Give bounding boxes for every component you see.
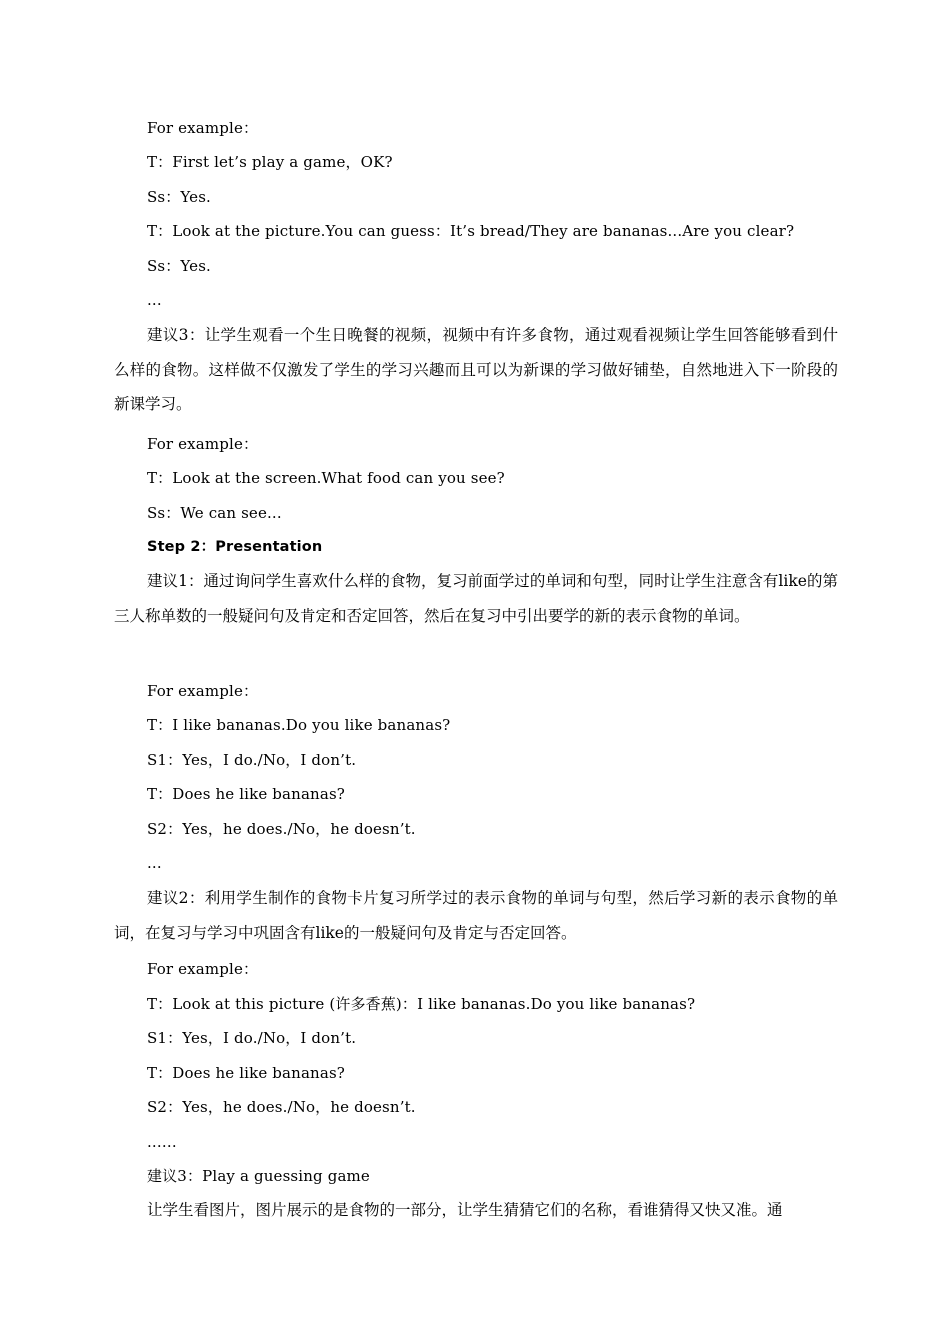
dialogue-line: Ss：We can see... [147,504,282,522]
dialogue-line: T：First let’s play a game，OK? [147,153,393,171]
dialogue-line: T：Does he like bananas? [147,1064,345,1082]
section-heading: Step 2：Presentation [147,539,323,555]
dialogue-line: T：Look at the screen.What food can you see? [147,469,505,487]
suggestion-paragraph: 建议1：通过询问学生喜欢什么样的食物，复习前面学过的单词和句型，同时让学生注意含有like的第三人称单数的一般疑问句及肯定和否定回答，然后在复习中引出要学的新的表示食物的单词。 [114,572,838,625]
suggestion-paragraph: 建议3：让学生观看一个生日晚餐的视频，视频中有许多食物，通过观看视频让学生回答能够看到什么样的食物。这样做不仅激发了学生的学习兴趣而且可以为新课的学习做好铺垫，自然地进入下一阶段的新课学习。 [114,326,838,413]
dialogue-line: T：I like bananas.Do you like bananas? [147,716,451,734]
dialogue-line: Ss：Yes. [147,188,211,206]
dialogue-line: T：Look at the picture.You can guess：It’s bread/They are bananas...Are you clear? [147,222,795,240]
ellipsis-line: ... [147,291,162,309]
dialogue-line: S1：Yes，I do./No，I don’t. [147,1029,357,1047]
example-label: For example： [147,960,259,978]
dialogue-line: S2：Yes，he does./No，he doesn’t. [147,1098,416,1116]
dialogue-line: Ss：Yes. [147,257,211,275]
ellipsis-line: ...… [147,1133,177,1151]
dialogue-line: T：Does he like bananas? [147,785,345,803]
example-label: For example： [147,119,259,137]
ellipsis-line: ... [147,854,162,872]
suggestion-line: 建议3：Play a guessing game [147,1167,370,1185]
dialogue-line: S1：Yes，I do./No，I don’t. [147,751,357,769]
dialogue-line: S2：Yes，he does./No，he doesn’t. [147,820,416,838]
example-label: For example： [147,682,259,700]
dialogue-line: T：Look at this picture (许多香蕉)：I like bananas.Do you like bananas? [147,995,696,1013]
suggestion-paragraph: 建议2：利用学生制作的食物卡片复习所学过的表示食物的单词与句型，然后学习新的表示食物的单词，在复习与学习中巩固含有like的一般疑问句及肯定与否定回答。 [114,889,838,942]
example-label: For example： [147,435,259,453]
closing-paragraph: 让学生看图片，图片展示的是食物的一部分，让学生猜猜它们的名称，看谁猜得又快又准。通 [147,1201,783,1219]
